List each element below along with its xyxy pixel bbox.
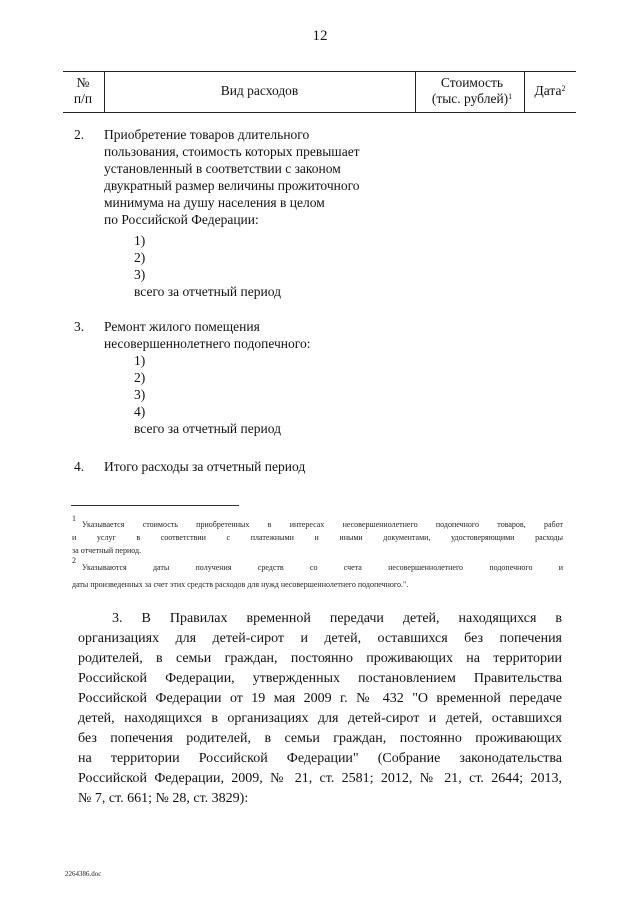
list-item: 2) — [134, 370, 146, 385]
item-2-number: 2. — [74, 127, 85, 142]
table-header — [63, 71, 576, 113]
footnote-2: Указываются даты получения средств со счета несовершеннолетнего подопечного и даты произведенных за счет этих средств расходов для нужд несовершеннолетнего подопечного.". — [72, 563, 563, 589]
footnote-1: Указывается стоимость приобретенных в интересах несовершеннолетнего подопечного товаров, работ и услуг в соответствии с платежными и иными документами, удостоверяющими расходы за отчетный период. — [72, 520, 563, 555]
list-item: 4) — [134, 404, 146, 419]
list-item: 1) — [134, 353, 146, 368]
item-3-total: всего за отчетный период — [134, 421, 281, 436]
header-number-column: № п/п — [73, 75, 93, 106]
item-2-text: Приобретение товаров длительного пользования, стоимость которых превышает установленный в соответствии с законом двукратный размер величины прожиточного минимума на душу населения в целом по Российской Федерации: — [104, 127, 360, 227]
item-4-number: 4. — [74, 459, 85, 474]
item-3-subitems — [134, 352, 281, 437]
amendment-paragraph: 3. В Правилах временной передачи детей, находящихся в организациях для детей-сирот и детей, оставшихся без попечения родителей, в семьи граждан, постоянно проживающих на территории Российской Федерации, утвержденных постановлением Правительства Российской Федерации от 19 мая 2009 г. № 432 "О временной передаче детей, находящихся в организациях для детей-сирот и детей, оставшихся без попечения родителей, в семьи граждан, постоянно проживающих на территории Российской Федерации" (Собрание законодательства Российской Федерации, 2009, № 21, ст. 2581; 2012, № 21, ст. 2644; 2013, № 7, ст. 661; № 28, ст. 3829): — [78, 611, 562, 806]
document-id: 2264386.doc — [65, 870, 102, 878]
item-2-subitems — [134, 232, 281, 300]
header-cost: Стоимость (тыс. рублей)$^1$ — [431, 75, 513, 106]
footnote-1-mark: 1 — [72, 514, 76, 523]
list-item: 1) — [134, 233, 146, 248]
footnote-separator — [71, 505, 239, 506]
page-number: 12 — [312, 28, 328, 44]
list-item: 2) — [134, 250, 146, 265]
header-date: Дата$^2$ — [534, 83, 566, 98]
header-expense-type: Вид расходов — [220, 83, 299, 98]
column-divider — [415, 72, 416, 112]
item-4-text: Итого расходы за отчетный период — [104, 459, 306, 474]
list-item: 3) — [134, 387, 146, 402]
list-item: 3) — [134, 267, 146, 282]
item-2-total: всего за отчетный период — [134, 284, 281, 299]
item-3-text: Ремонт жилого помещения несовершеннолетнего подопечного: — [104, 319, 311, 351]
footnote-2-mark: 2 — [72, 556, 76, 565]
item-3-number: 3. — [74, 319, 85, 334]
